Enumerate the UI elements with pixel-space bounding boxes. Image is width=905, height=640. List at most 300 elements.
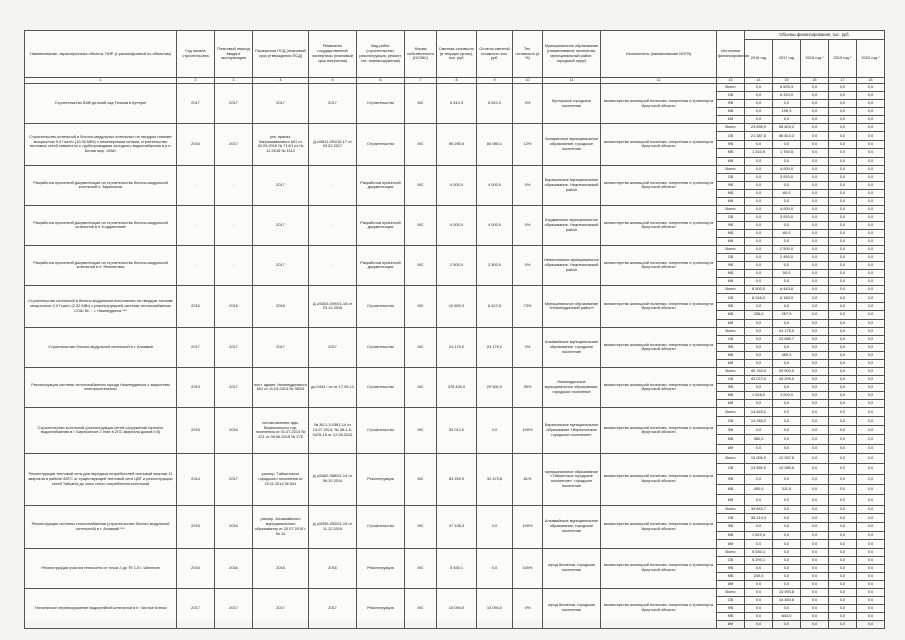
funding-value: 0,0 <box>801 540 829 549</box>
funding-value: 0,0 <box>801 173 829 181</box>
funding-value: 0,0 <box>829 261 857 269</box>
funding-level-label: Всего <box>717 165 745 173</box>
funding-value: 0,0 <box>801 302 829 310</box>
table-row <box>25 453 885 463</box>
funding-value: 15 093,8 <box>773 588 801 596</box>
work-type: Строительство <box>357 407 405 453</box>
funding-value: 0,0 <box>857 453 885 463</box>
project-name: Строительство БМК детский сад Тельма в Култуке <box>25 84 177 124</box>
funding-value: 0,0 <box>745 181 773 189</box>
funding-value: 0,0 <box>829 277 857 285</box>
funding-value: 255,0 <box>745 311 773 319</box>
funding-level-label: ИИ <box>717 620 745 628</box>
funding-value: 0,0 <box>745 604 773 612</box>
funding-value: 0,0 <box>857 417 885 426</box>
table-row <box>25 124 885 132</box>
funding-value: 0,0 <box>829 407 857 416</box>
funding-value: 0,0 <box>773 277 801 285</box>
funding-value: 0,0 <box>829 612 857 620</box>
funding-value: 0,0 <box>857 572 885 580</box>
ownership: МС <box>405 285 437 327</box>
estimate-cost: 2 500,0 <box>437 245 477 285</box>
funding-value: 0,0 <box>829 205 857 213</box>
readiness: 12% <box>513 124 543 166</box>
executor: министерство жилищной политики, энергетики и транспорта Иркутской области <box>601 205 717 245</box>
executor: министерство жилищной политики, энергетики и транспорта Иркутской области <box>601 588 717 628</box>
funding-value: 0,0 <box>801 514 829 523</box>
estimate-cost: 96 290,5 <box>437 124 477 166</box>
funding-value: 23 695,9 <box>745 124 773 132</box>
column-index: 14 <box>745 78 773 84</box>
funding-value: 0,0 <box>857 495 885 505</box>
funding-value: 0,0 <box>829 173 857 181</box>
executor: министерство жилищной политики, энергетики и транспорта Иркутской области <box>601 548 717 588</box>
funding-value: 0,0 <box>829 367 857 375</box>
funding-value: 0,0 <box>773 343 801 351</box>
funding-value: 0,0 <box>745 245 773 253</box>
header-2016: 2016 год <box>745 40 773 78</box>
funding-value: 0,0 <box>801 531 829 540</box>
funding-level-label: Всего <box>717 205 745 213</box>
municipality: город Шелехов, городское поселение <box>543 588 601 628</box>
executor: министерство жилищной политики, энергетики и транспорта Иркутской области <box>601 327 717 367</box>
funding-value: 0,0 <box>745 335 773 343</box>
funding-value: 0,0 <box>773 435 801 444</box>
funding-level-label: ОБ <box>717 556 745 564</box>
funding-value: 0,0 <box>801 277 829 285</box>
funding-value: 0,0 <box>773 604 801 612</box>
header-name: Наименование, характеристика объекта, ПИР (с расшифровкой по объектам) <box>25 31 177 78</box>
funding-level-label: Всего <box>717 367 745 375</box>
funding-value: 0,0 <box>857 588 885 596</box>
funding-value: 0,0 <box>801 181 829 189</box>
project-name: Строительство котельной и блочно-модульных котельных на твердом топливе мощностью 9,0 Гкал/ч (10,46 МВт) с инженерными сетями, строительство тепловых сетей совместно с трубопроводами холодного водоснабжения в р.п. Белая мор. «БМ» <box>25 124 177 166</box>
funding-value: 0,0 <box>857 181 885 189</box>
funding-value: 0,0 <box>829 149 857 157</box>
funding-value: 0,0 <box>745 522 773 531</box>
funding-value: 15 000,0 <box>745 453 773 463</box>
start-year: - <box>177 165 215 205</box>
funding-level-label: ОБ <box>717 173 745 181</box>
funding-level-label: ИИ <box>717 540 745 549</box>
funding-value: 0,0 <box>773 620 801 628</box>
funding-value: 0,0 <box>801 464 829 474</box>
executor: министерство жилищной политики, энергетики и транспорта Иркутской области <box>601 505 717 548</box>
funding-value: 0,0 <box>857 391 885 399</box>
psd-info: 2017 <box>253 588 309 628</box>
funding-level-label: ОБ <box>717 253 745 261</box>
column-index: 18 <box>857 78 885 84</box>
header-municipality: Муниципальное образование (наименование поселения, муниципальный район, городской округ) <box>543 31 601 78</box>
funding-value: 0,0 <box>829 540 857 549</box>
funding-value: 0,0 <box>773 319 801 327</box>
readiness: 73% <box>513 285 543 327</box>
funding-level-label: МБ <box>717 149 745 157</box>
estimate-cost: 47 108,3 <box>437 505 477 548</box>
finish-period: 2017 <box>215 124 253 166</box>
funding-value: 6 509,3 <box>773 84 801 92</box>
finish-period: 2016 <box>215 505 253 548</box>
table-row <box>25 588 885 596</box>
funding-value: 0,0 <box>801 375 829 383</box>
funding-level-label: ФБ <box>717 383 745 391</box>
funding-value: 0,0 <box>829 165 857 173</box>
ownership: МС <box>405 205 437 245</box>
work-type: Строительство <box>357 367 405 407</box>
funding-value: 0,0 <box>857 540 885 549</box>
header-row <box>25 31 885 40</box>
funding-value: 0,0 <box>745 205 773 213</box>
funding-level-label: ОБ <box>717 375 745 383</box>
funding-value: 450,0 <box>745 485 773 495</box>
funding-value: 0,0 <box>857 124 885 132</box>
funding-value: 0,0 <box>857 213 885 221</box>
column-index: 1 <box>25 78 177 84</box>
funding-value: 0,0 <box>857 327 885 335</box>
funding-level-label: Всего <box>717 407 745 416</box>
funding-value: 0,0 <box>745 277 773 285</box>
funding-value: 0,0 <box>801 367 829 375</box>
funding-value: 0,0 <box>857 285 885 293</box>
start-year: 2017 <box>177 84 215 124</box>
column-index: 4 <box>253 78 309 84</box>
municipality: Бирюсинское муниципальное образование «Бирюсинское городское поселение» <box>543 407 601 453</box>
funding-value: 14 643,2 <box>745 407 773 416</box>
estimate-cost: 4 000,0 <box>437 165 477 205</box>
funding-value: 0,0 <box>773 302 801 310</box>
funding-level-label: ИИ <box>717 277 745 285</box>
funding-level-label: ИИ <box>717 157 745 165</box>
funding-value: 0,0 <box>745 213 773 221</box>
funding-value: 0,0 <box>857 221 885 229</box>
expertise-info: Д-с/0482-088/01-14 от 06.10.2014 <box>309 453 357 505</box>
funding-value: 257,9 <box>773 311 801 319</box>
expertise-info: - <box>309 165 357 205</box>
funding-value: 0,0 <box>801 588 829 596</box>
funding-value: 0,0 <box>801 548 829 556</box>
funding-value: 0,0 <box>857 116 885 124</box>
start-year: 2017 <box>177 327 215 367</box>
funding-value: 0,0 <box>801 335 829 343</box>
funding-level-label: МБ <box>717 108 745 116</box>
municipality: Алзамайское муниципальное образование, городское поселение <box>543 505 601 548</box>
table-row <box>25 327 885 335</box>
finish-period: - <box>215 205 253 245</box>
funding-value: 0,0 <box>801 261 829 269</box>
funding-value: 0,0 <box>857 474 885 484</box>
column-index: 17 <box>829 78 857 84</box>
funding-level-label: ФБ <box>717 604 745 612</box>
remaining-cost: 32 473,8 <box>477 453 513 505</box>
funding-value: 4 000,0 <box>773 165 801 173</box>
funding-value: 0,0 <box>829 140 857 148</box>
psd-info: 2016 <box>253 548 309 588</box>
project-name: Реконструкция системы теплоснабжения (строительство блочно-модульной котельной) в г. Алзамай *** <box>25 505 177 548</box>
funding-value: 2 500,0 <box>773 245 801 253</box>
funding-value: 0,0 <box>745 84 773 92</box>
column-index: 2 <box>177 78 215 84</box>
header-estimate: Сметная стоимость (в текущих ценах), тыс. руб. <box>437 31 477 78</box>
funding-value: 0,0 <box>857 205 885 213</box>
funding-value: 29 500,0 <box>773 367 801 375</box>
funding-level-label: ОБ <box>717 213 745 221</box>
funding-value: 0,0 <box>745 229 773 237</box>
funding-value: 0,0 <box>801 435 829 444</box>
funding-value: 0,0 <box>829 100 857 108</box>
funding-value: 0,0 <box>829 464 857 474</box>
funding-value: 0,0 <box>829 564 857 572</box>
funding-value: 0,0 <box>801 391 829 399</box>
funding-value: 0,0 <box>829 124 857 132</box>
funding-value: 0,0 <box>829 495 857 505</box>
funding-level-label: Всего <box>717 327 745 335</box>
funding-value: 0,0 <box>857 564 885 572</box>
funding-value: 0,0 <box>857 399 885 407</box>
funding-value: 45 764,0 <box>745 367 773 375</box>
ownership: МС <box>405 505 437 548</box>
funding-value: 43 072,0 <box>745 375 773 383</box>
funding-value: 0,0 <box>773 540 801 549</box>
expertise-info: № 38-1-3-0381-14 от 14.07.2014, № 38-1-5-0476-15 от 12.08.2015 <box>309 407 357 453</box>
header-remaining: Остаток сметной стоимости тыс. руб. <box>477 31 513 78</box>
funding-value: 0,0 <box>829 335 857 343</box>
remaining-cost: 0,0 <box>477 407 513 453</box>
remaining-cost: 0,0 <box>477 505 513 548</box>
executor: министерство жилищной политики, энергетики и транспорта Иркутской области <box>601 453 717 505</box>
funding-value: 0,0 <box>801 245 829 253</box>
ownership: МС <box>405 124 437 166</box>
funding-value: 0,0 <box>829 531 857 540</box>
funding-value: 0,0 <box>801 505 829 514</box>
funding-value: 0,0 <box>829 311 857 319</box>
funding-value: 5 290,1 <box>745 556 773 564</box>
psd-info: 2017 <box>253 245 309 285</box>
funding-value: 56 813,3 <box>773 132 801 140</box>
funding-value: 0,0 <box>857 556 885 564</box>
expertise-info: 2017 <box>309 327 357 367</box>
estimate-cost: 4 000,0 <box>437 205 477 245</box>
expertise-info: 2016 <box>309 548 357 588</box>
project-name: Техническое перевооружение водогрейной котельной в п. Чистые Ключи <box>25 588 177 628</box>
funding-value: 0,0 <box>745 540 773 549</box>
funding-level-label: ФБ <box>717 474 745 484</box>
funding-value: 0,0 <box>773 261 801 269</box>
funding-value: 0,0 <box>773 514 801 523</box>
funding-value: 58 603,2 <box>773 124 801 132</box>
finish-period: 2016 <box>215 548 253 588</box>
work-type: Реконструкция <box>357 588 405 628</box>
funding-value: 0,0 <box>801 165 829 173</box>
funding-level-label: Всего <box>717 124 745 132</box>
funding-value: 0,0 <box>857 319 885 327</box>
funding-value: 0,0 <box>801 444 829 453</box>
funding-value: 0,0 <box>829 302 857 310</box>
readiness: 0% <box>513 588 543 628</box>
remaining-cost: 15 094,0 <box>477 588 513 628</box>
funding-value: 0,0 <box>829 92 857 100</box>
funding-level-label: МБ <box>717 612 745 620</box>
funding-value: 0,0 <box>857 522 885 531</box>
funding-value: 0,0 <box>745 580 773 588</box>
funding-value: 0,0 <box>745 620 773 628</box>
funding-value: 0,0 <box>801 572 829 580</box>
funding-value: 0,0 <box>773 237 801 245</box>
funding-value: 0,0 <box>801 556 829 564</box>
funding-value: 0,0 <box>773 359 801 367</box>
psd-info: постановление адм. Бирюсинского гор. поселения от 01.07.2013 № 221 от 09.06.2015 № 275 <box>253 407 309 453</box>
funding-value: 0,0 <box>745 140 773 148</box>
municipality: муниципальное образование «Тайшетское городское поселение», городское поселение <box>543 453 601 505</box>
funding-value: 0,0 <box>829 116 857 124</box>
funding-value: 0,0 <box>857 620 885 628</box>
remaining-cost: 6 510,3 <box>477 84 513 124</box>
funding-value: 0,0 <box>773 197 801 205</box>
expertise-info: 2017 <box>309 84 357 124</box>
column-index: 5 <box>309 78 357 84</box>
funding-level-label: ОБ <box>717 417 745 426</box>
funding-value: 3 920,0 <box>773 173 801 181</box>
psd-info: утв. приказ. Запрашиваемого МО от 30.09.2016 № 714/1 от № 12.2016 № 1113 <box>253 124 309 166</box>
table-row <box>25 165 885 173</box>
funding-value: 0,0 <box>801 294 829 302</box>
funding-value: 0,0 <box>857 302 885 310</box>
funding-value: 0,0 <box>857 580 885 588</box>
expertise-info: 2017 <box>309 588 357 628</box>
funding-value: 0,0 <box>857 132 885 140</box>
funding-value: 0,0 <box>745 269 773 277</box>
funding-value: 1 000,0 <box>773 391 801 399</box>
funding-value: 1 760,5 <box>773 149 801 157</box>
funding-value: 0,0 <box>857 435 885 444</box>
funding-value: 0,0 <box>745 588 773 596</box>
readiness: 0% <box>513 245 543 285</box>
funding-value: 0,0 <box>801 453 829 463</box>
project-name: Строительство котельной в блочно-модульном исполнении на твердом топливе мощностью 2,0 Гкал/ч (2,32 МВт) с реконструкцией системы теплоснабжения СОШ № ... г. Нижнеудинск *** <box>25 285 177 327</box>
funding-value: 6 310,0 <box>773 92 801 100</box>
funding-level-label: ОБ <box>717 132 745 140</box>
executor: министерство жилищной политики, энергетики и транспорта Иркутской области <box>601 165 717 205</box>
funding-value: 0,0 <box>829 522 857 531</box>
funding-value: 0,0 <box>829 435 857 444</box>
executor: министерство жилищной политики, энергетики и транспорта Иркутской области <box>601 124 717 166</box>
work-type: Разработка проектной документации <box>357 205 405 245</box>
financing-table <box>24 30 885 629</box>
header-2018: 2018 год * <box>801 40 829 78</box>
funding-value: 14 550,0 <box>745 464 773 474</box>
funding-value: 0,0 <box>829 359 857 367</box>
funding-level-label: ОБ <box>717 294 745 302</box>
column-index: 7 <box>405 78 437 84</box>
funding-value: 23 685,7 <box>773 335 801 343</box>
psd-info: 2017 <box>253 84 309 124</box>
executor: министерство жилищной политики, энергетики и транспорта Иркутской области <box>601 84 717 124</box>
funding-value: 0,0 <box>801 213 829 221</box>
funding-value: 0,0 <box>773 100 801 108</box>
funding-value: 1 629,4 <box>745 531 773 540</box>
funding-value: 3 920,0 <box>773 213 801 221</box>
table-row <box>25 205 885 213</box>
funding-value: 0,0 <box>745 237 773 245</box>
funding-level-label: МБ <box>717 435 745 444</box>
funding-value: 0,0 <box>829 221 857 229</box>
funding-level-label: ОБ <box>717 514 745 523</box>
funding-value: 21 387,8 <box>745 132 773 140</box>
funding-value: 0,0 <box>829 229 857 237</box>
funding-value: 0,0 <box>801 189 829 197</box>
funding-value: 6 185,9 <box>773 294 801 302</box>
funding-value: 0,0 <box>801 417 829 426</box>
funding-value: 0,0 <box>745 564 773 572</box>
funding-value: 0,0 <box>857 229 885 237</box>
municipality: Нижнеудинское муниципальное образование, городское поселение <box>543 367 601 407</box>
psd-info: 2017 <box>253 327 309 367</box>
funding-level-label: Всего <box>717 588 745 596</box>
funding-value: 0,0 <box>829 604 857 612</box>
funding-value: 0,0 <box>773 221 801 229</box>
expertise-info: Д-с/0403-049/01-16 от 23.12.2016 <box>309 285 357 327</box>
psd-info: распор. Алзамайского муниципального образования от 20.07.2015 г. № 14 <box>253 505 309 548</box>
funding-level-label: ФБ <box>717 522 745 531</box>
funding-level-label: МБ <box>717 229 745 237</box>
funding-value: 0,0 <box>801 612 829 620</box>
project-name: Строительство блочно-модульной котельной в г. Алзамай <box>25 327 177 367</box>
finish-period: 2016 <box>215 407 253 453</box>
psd-info: 2016 <box>253 285 309 327</box>
funding-value: 0,0 <box>773 116 801 124</box>
funding-value: 0,0 <box>745 399 773 407</box>
funding-value: 0,0 <box>829 327 857 335</box>
municipality: Муниципальное образование «Нижнеудинский район» <box>543 285 601 327</box>
funding-value: 8 500,0 <box>745 285 773 293</box>
funding-value: 0,0 <box>773 181 801 189</box>
ownership: МС <box>405 588 437 628</box>
estimate-cost: 378 400,0 <box>437 367 477 407</box>
funding-value: 0,0 <box>745 116 773 124</box>
funding-value: 0,0 <box>745 165 773 173</box>
funding-value: 360,0 <box>745 435 773 444</box>
funding-value: 0,0 <box>745 92 773 100</box>
funding-value: 0,0 <box>773 548 801 556</box>
header-work-type: Вид работ (строительство, реконструкция, ремонт, тех. перевооружение) <box>357 31 405 78</box>
funding-value: 0,0 <box>857 92 885 100</box>
funding-value: 0,0 <box>857 173 885 181</box>
funding-value: 0,0 <box>829 505 857 514</box>
column-index: 6 <box>357 78 405 84</box>
funding-value: 0,0 <box>801 269 829 277</box>
finish-period: 2017 <box>215 367 253 407</box>
funding-value: 0,0 <box>829 556 857 564</box>
funding-value: 0,0 <box>829 319 857 327</box>
estimate-cost: 15 094,0 <box>437 588 477 628</box>
funding-level-label: ОБ <box>717 596 745 604</box>
header-source: Источники финансирования <box>717 31 745 78</box>
funding-value: 0,0 <box>773 572 801 580</box>
funding-level-label: ИИ <box>717 444 745 453</box>
work-type: Разработка проектной документации <box>357 245 405 285</box>
funding-value: 0,0 <box>857 407 885 416</box>
funding-value: 0,0 <box>745 495 773 505</box>
funding-value: 0,0 <box>745 173 773 181</box>
ownership: МС <box>405 453 437 505</box>
funding-value: 5 530,1 <box>745 548 773 556</box>
funding-value: 0,0 <box>857 294 885 302</box>
start-year: - <box>177 245 215 285</box>
start-year: 2015 <box>177 407 215 453</box>
funding-value: 0,0 <box>745 444 773 453</box>
work-type: Строительство <box>357 327 405 367</box>
header-psd: Показатели ПСД (плановый срок утверждения ПСД) <box>253 31 309 78</box>
project-name: Реконструкция системы теплоснабжения города Нижнеудинска с закрытием электрокотельных <box>25 367 177 407</box>
